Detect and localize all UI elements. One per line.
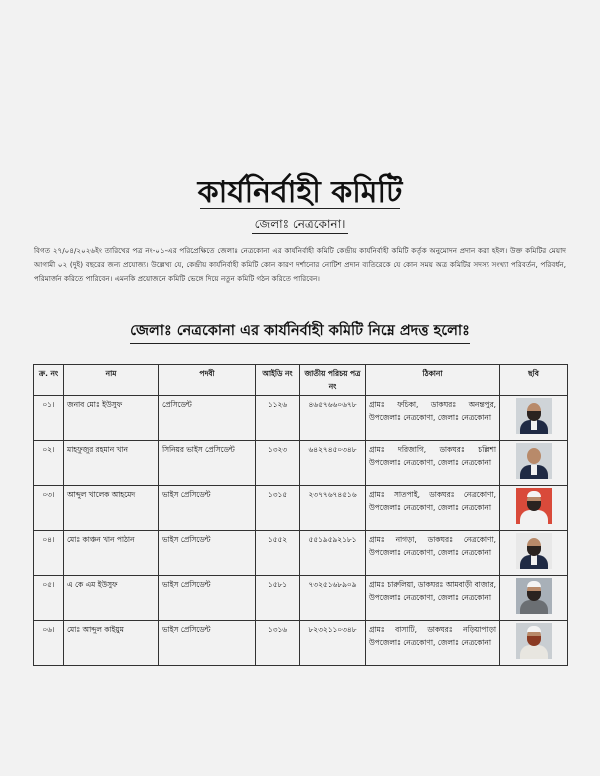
col-header-nid: জাতীয় পরিচয় পত্র নং — [300, 365, 366, 396]
serial-cell: ০৫। — [34, 576, 64, 621]
nid-cell: ৫৫১৯৫৯২১৮১ — [300, 531, 366, 576]
post-cell: প্রেসিডেন্ট — [159, 396, 256, 441]
col-header-id: আইডি নং — [256, 365, 300, 396]
member-photo — [516, 623, 552, 659]
committee-table — [33, 364, 568, 666]
address-cell: গ্রামঃ দরিজাগি, ডাকঘরঃ চল্লিশা উপজেলাঃ নেত্রকোণা, জেলাঃ নেত্রকোনা — [366, 441, 500, 486]
table-row — [34, 621, 568, 666]
serial-cell: ০২। — [34, 441, 64, 486]
post-cell: সিনিয়র ভাইস প্রেসিডেন্ট — [159, 441, 256, 486]
member-photo — [516, 398, 552, 434]
page-title: কার্যনির্বাহী কমিটি — [197, 175, 403, 210]
post-cell: ভাইস প্রেসিডেন্ট — [159, 531, 256, 576]
serial-cell: ০১। — [34, 396, 64, 441]
post-cell: ভাইস প্রেসিডেন্ট — [159, 621, 256, 666]
name-cell: মাহফুজুর রহমান খান — [64, 441, 159, 486]
id-cell: ১৫৮১ — [256, 576, 300, 621]
post-cell: ভাইস প্রেসিডেন্ট — [159, 576, 256, 621]
id-cell: ১৫৫২ — [256, 531, 300, 576]
title-underline — [200, 208, 400, 209]
address-cell: গ্রামঃ ফচিকা, ডাকঘরঃ অনন্তপুর, উপজেলাঃ নেত্রকোণা, জেলাঃ নেত্রকোনা — [366, 396, 500, 441]
name-cell: মোঃ কাঞ্চন খান পাঠান — [64, 531, 159, 576]
address-cell: গ্রামঃ চারুলিয়া, ডাকঘরঃ আমবাড়ী বাজার, উপজেলাঃ নেত্রকোণা, জেলাঃ নেত্রকোনা — [366, 576, 500, 621]
table-row — [34, 441, 568, 486]
id-cell: ১৩১৬ — [256, 621, 300, 666]
col-header-serial: ক্র. নং — [34, 365, 64, 396]
col-header-photo: ছবি — [500, 365, 568, 396]
table-row — [34, 531, 568, 576]
col-header-address: ঠিকানা — [366, 365, 500, 396]
member-photo — [516, 443, 552, 479]
id-cell: ১৩১৫ — [256, 486, 300, 531]
nid-cell: ৪৬৫৭৬৬০৬৭৮ — [300, 396, 366, 441]
table-header-row — [34, 365, 568, 396]
photo-cell — [500, 621, 568, 666]
name-cell: জনাব মোঃ ইউসুফ — [64, 396, 159, 441]
serial-cell: ০৪। — [34, 531, 64, 576]
name-cell: আব্দুল খালেক আহমেদ — [64, 486, 159, 531]
table-heading-underline — [130, 343, 470, 344]
photo-cell — [500, 441, 568, 486]
member-photo — [516, 488, 552, 524]
serial-cell: ০৩। — [34, 486, 64, 531]
post-cell: ভাইস প্রেসিডেন্ট — [159, 486, 256, 531]
member-photo — [516, 578, 552, 614]
table-heading: জেলাঃ নেত্রকোনা এর কার্যনির্বাহী কমিটি নিম্নে প্রদত্ত হলোঃ — [130, 323, 470, 339]
id-cell: ১৩২৩ — [256, 441, 300, 486]
member-photo — [516, 533, 552, 569]
address-cell: গ্রামঃ বাসাটি, ডাকঘরঃ নড়িয়াপাড়া উপজেলাঃ নেত্রকোণা, জেলাঃ নেত্রকোনা — [366, 621, 500, 666]
photo-cell — [500, 486, 568, 531]
photo-cell — [500, 576, 568, 621]
nid-cell: ২৩৭৭৬৭৪৫১৬ — [300, 486, 366, 531]
name-cell: মোঃ আব্দুল কাইয়ুম — [64, 621, 159, 666]
serial-cell: ০৬। — [34, 621, 64, 666]
table-row — [34, 576, 568, 621]
col-header-name: নাম — [64, 365, 159, 396]
table-row — [34, 396, 568, 441]
district-subtitle: জেলাঃ নেত্রকোনা। — [254, 217, 346, 231]
nid-cell: ৭৩২৫১৬৮৯০৯ — [300, 576, 366, 621]
address-cell: গ্রামঃ সাতপাই, ডাকঘরঃ নেত্রকোণা, উপজেলাঃ নেত্রকোণা, জেলাঃ নেত্রকোনা — [366, 486, 500, 531]
approval-paragraph: বিগত ২৭/০৪/২০২৬ইং তারিখের পত্র নং-০১-এর পরিপ্রেক্ষিতে জেলাঃ নেত্রকোনা এর কার্যনির্বাহী কমিটি কেন্দ্রীয় কার্যনির্বাহী কমিটি কর্তৃক অনুমোদন প্রদান করা হইল। উক্ত কমিটির মেয়াদ আগামী ০২ (দুই) বছরের জন্য প্রযোজ্য। উল্লেখ্য যে, কেন্দ্রীয় কার্যনির্বাহী কমিটি কোন কারণ দর্শানোর নোটিশ প্রদান ব্যতিরেকে যে কোন সময় অত্র কমিটির সদস্য সংখ্যা পরিবর্তন, পরিবর্ধন, পরিমার্জন করিতে পারিবেন। এমনকি প্রয়োজনে কমিটি ভেঙ্গে দিয়ে নতুন কমিটি গঠন করিতে পারিবেন। — [34, 246, 566, 283]
col-header-post: পদবী — [159, 365, 256, 396]
table-row — [34, 486, 568, 531]
name-cell: এ কে এম ইউসুফ — [64, 576, 159, 621]
subtitle-underline — [252, 233, 348, 234]
nid-cell: ৮২৩২১১০৩৪৮ — [300, 621, 366, 666]
nid-cell: ৬৪২৭৪৫০৩৪৮ — [300, 441, 366, 486]
address-cell: গ্রামঃ নাগড়া, ডাকঘরঃ নেত্রকোণা, উপজেলাঃ নেত্রকোণা, জেলাঃ নেত্রকোনা — [366, 531, 500, 576]
photo-cell — [500, 396, 568, 441]
id-cell: ১১২৬ — [256, 396, 300, 441]
photo-cell — [500, 531, 568, 576]
